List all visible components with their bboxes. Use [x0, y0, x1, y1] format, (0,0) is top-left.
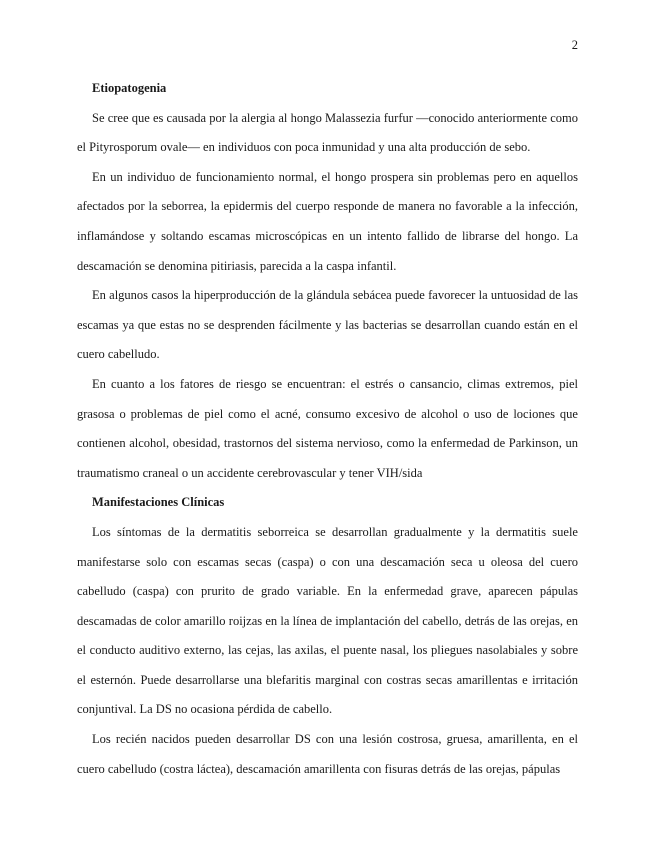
document-body — [77, 74, 578, 784]
paragraph: En un individuo de funcionamiento normal, el hongo prospera sin problemas pero en aquellos afectados por la seborrea, la epidermis del cuerpo responde de manera no favorable a la infección, inflamándose y soltando escamas microscópicas en un intento fallido de librarse del hongo. La descamación se denomina pitiriasis, parecida a la caspa infantil. — [77, 169, 578, 273]
paragraph: Los síntomas de la dermatitis seborreica se desarrollan gradualmente y la dermatitis suele manifestarse solo con escamas secas (caspa) o con una descamación seca u oleosa del cuero cabelludo (caspa) con prurito de grado variable. En la enfermedad grave, aparecen pápulas descamadas de color amarillo roijzas en la línea de implantación del cabello, detrás de las orejas, en el conducto auditivo externo, las cejas, las axilas, el puente nasal, los pliegues nasolabiales y sobre el esternón. Puede desarrollarse una blefaritis marginal con costras secas amarillentas e irritación conjuntival. La DS no ocasiona pérdida de cabello. — [77, 524, 578, 717]
section-heading-etiopatogenia: Etiopatogenia — [92, 81, 167, 95]
page-number: 2 — [571, 38, 578, 52]
paragraph: En algunos casos la hiperproducción de la glándula sebácea puede favorecer la untuosidad de las escamas ya que estas no se desprenden fácilmente y las bacterias se desarrollan cuando están en el cuero cabelludo. — [77, 288, 578, 362]
section-heading-manifestaciones-clinicas: Manifestaciones Clínicas — [92, 495, 225, 510]
paragraph: En cuanto a los fatores de riesgo se encuentran: el estrés o cansancio, climas extremos, piel grasosa o problemas de piel como el acné, consumo excesivo de alcohol o uso de lociones que contienen alcohol, obesidad, trastornos del sistema nervioso, como la enfermedad de Parkinson, un traumatismo craneal o un accidente cerebrovascular y tener VIH/sida — [77, 376, 578, 480]
paragraph: Los recién nacidos pueden desarrollar DS con una lesión costrosa, gruesa, amarillenta, en el cuero cabelludo (costra láctea), descamación amarillenta con fisuras detrás de las orejas, pápulas — [77, 732, 578, 776]
paragraph: Se cree que es causada por la alergia al hongo Malassezia furfur —conocido anteriormente como el Pityrosporum ovale— en individuos con poca inmunidad y una alta producción de sebo. — [77, 110, 578, 155]
